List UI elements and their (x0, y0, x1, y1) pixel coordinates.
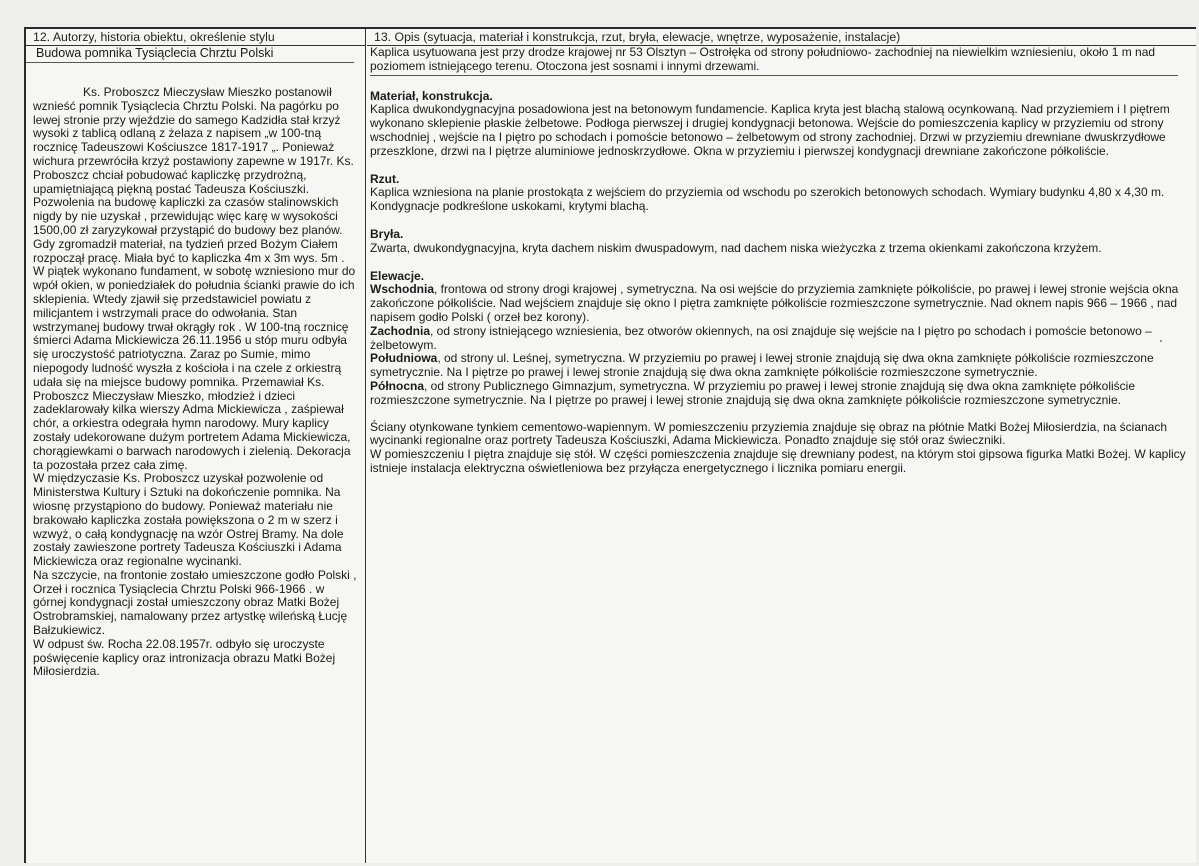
elevation-west (370, 325, 1190, 353)
form-sheet (24, 27, 1196, 863)
history-paragraph: W międzyczasie Ks. Proboszcz uzyskał pozwolenie od Ministerstwa Kultury i Sztuki na dokończenie pomnika. Na wiosnę przystąpiono do budowy. Ponieważ materiału nie brakowało kapliczka została powiększona o 2 m w szerz i wzwyż, o całą kondygnację na wzór Ostrej Bramy. Na dole zostały zawieszone portrety Tadeusza Kościuszki i Adama Mickiewicza oraz regionalne wycinanki. (33, 471, 344, 569)
elevation-text: , frontowa od strony drogi krajowej , symetryczna. Na osi wejście do przyziemia zamknięte półkoliście, po prawej i lewej stronie wejścia okna zakończone półkoliście. Nad wejściem znajduje się okno I piętra zamknięte półkoliście rozmieszczone symetrycznie. Nad oknem napis 966 – 1966 , nad napisem godło Polski ( orzeł bez korony). (370, 282, 1179, 324)
elevation-name: Południowa (370, 351, 438, 366)
elevation-text: , od strony Publicznego Gimnazjum, symetryczna. W przyziemiu po prawej i lewej stronie znajdują się dwa okna zamknięte półkoliście rozmieszczone symetrycznie. Na I piętrze po prawej i lewej stronie znajdują się dwa okna zamknięte półkoliście rozmieszczone symetrycznie. (370, 378, 1135, 407)
description-column (367, 29, 1196, 863)
mass-heading: Bryła. (370, 226, 404, 241)
material-heading: Materiał, konstrukcja. (370, 88, 493, 103)
elevation-name: Wschodnia (370, 282, 435, 297)
material-paragraph: Kaplica dwukondygnacyjna posadowiona jest na betonowym fundamencie. Kaplica kryta jest blachą stalową ocynkowaną. Nad przyziemiem i I piętrem wykonano sklepienie płaskie żelbetowe. Podłoga pierwszej i drugiej kondygnacji betonowa. Wejście do pomieszczenia kaplicy w przyziemiu od strony wschodniej , wejście na I piętro po schodach i pomoście betonowo – żelbetowym od strony zachodniej. Drzwi w przyziemiu drewniane dwuskrzydłowe przeszklone, drzwi na I piętrze aluminiowe jednoskrzydłowe. Okna w przyziemiu i pierwszej kondygnacji drewniane zakończone półkoliście. (370, 102, 1170, 158)
history-header: 12. Autorzy, historia obiektu, określenie stylu (26, 29, 365, 46)
elevation-south (370, 352, 1190, 380)
interior-paragraph: W pomieszczeniu I piętra znajduje się stół. W części pomieszczenia znajduje się drewniany podest, na którym stoi gipsowa figurka Matki Bożej. W kaplicy istnieje instalacja elektryczna oświetleniowa bez przyłącza energetycznego i licznika pomiaru energii. (370, 447, 1186, 475)
history-paragraph: Na szczycie, na frontonie zostało umieszczone godło Polski , Orzeł i rocznica Tysiąclecia Chrztu Polski 966-1966 . w górnej kondygnacji został umieszczony obraz Matki Bożej Ostrobramskiej, namalowany przez artystkę wileńską Łucję Bałzukiewicz. (33, 567, 357, 638)
elevation-name: Północna (370, 378, 425, 393)
interior-paragraph: Ściany otynkowane tynkiem cementowo-wapiennym. W pomieszczeniu przyziemia znajduje się obraz na płótnie Matki Bożej Miłosierdzia, na ścianach wycinanki regionalne oraz portrety Tadeusza Kościuszki, Adama Mickiewicza. Ponadto znajduje się stół oraz świeczniki. (370, 419, 1168, 448)
mass-paragraph: Zwarta, dwukondygnacyjna, kryta dachem niskim dwuspadowym, nad dachem niska wieżyczka z trzema okienkami zakończona krzyżem. (370, 240, 1102, 255)
history-text (33, 72, 357, 679)
elevations-heading: Elewacje. (370, 268, 425, 283)
plan-paragraph: Kaplica wzniesiona na planie prostokąta z wejściem do przyziemia od wschodu po szerokich betonowych schodach. Wymiary budynku 4,80 x 4,30 m. Kondygnacje podkreślone uskokami, krytymi blachą. (370, 185, 1165, 214)
situation-paragraph: Kaplica usytuowana jest przy drodze krajowej nr 53 Olsztyn – Ostrołęka od strony południowo- zachodniej na niewielkim wzniesieniu, około 1 m nad poziomem istniejącego terenu. Otoczona jest sosnami i innymi drzewami. (370, 46, 1178, 76)
plan-heading: Rzut. (370, 171, 400, 186)
history-column (26, 29, 366, 863)
scan-speck (1160, 340, 1162, 342)
elevation-text: , od strony ul. Leśnej, symetryczna. W przyziemiu po prawej i lewej stronie znajdują się dwa okna zamknięte półkoliście rozmieszczone symetrycznie. Na I piętrze po prawej i lewej stronie znajdują się dwa okna zamknięte półkoliście rozmieszczone symetrycznie. (370, 351, 1154, 380)
elevation-east (370, 283, 1190, 324)
elevation-name: Zachodnia (370, 323, 431, 338)
history-paragraph: Ks. Proboszcz Mieczysław Mieszko postanowił wznieść pomnik Tysiąclecia Chrztu Polski. Na pagórku po lewej stronie przy wjeździe do samego Kadzidła stał krzyż wysoki z tablicą odlaną z żelaza z napisem „w 100-tną rocznicę Tadeuszowi Kościuszce 1817-1917 „. Ponieważ wichura przewróciła krzyż postawiony zapewne w 1917r. Ks. Proboszcz chciał pobudować kapliczkę przydrożną, upamiętniającą piękną postać Tadeusza Kościuszki. Pozwolenia na budowę kapliczki za czasów stalinowskich nigdy by nie uzyskał , przewidując więc karę w wysokości 1500,00 zł zaryzykował przystąpić do budowy bez planów. Gdy zgromadził materiał, na tydzień przed Bożym Ciałem rozpoczął pracę. Miała być to kapliczka 4m x 3m wys. 5m . W piątek wykonano fundament, w sobotę wzniesiono mur do wpół okien, w poniedziałek do południa ścianki prawie do ich sklepienia. Wtedy zjawił się przedstawiciel powiatu z milicjantem i wstrzymali prace do odwołania. Stan wstrzymanej budowy trwał okrągły rok . W 100-tną rocznicę śmierci Adama Mickiewicza 26.11.1956 u stóp muru odbyła się uroczystość patriotyczna. Zaraz po Sumie, mimo niepogody ludność wyszła z kościoła i na czele z orkiestrą udała się na miejsce budowy pomnika. Przemawiał Ks. Proboszcz Mieczysław Mieszko, młodzież i dzieci zadeklarowały kilka wierszy Adma Mickiewicza , zaśpiewał chór, a orkiestra odegrała hymn narodowy. Mury kaplicy zostały udekorowane dużym portretem Adama Mickiewicza, chorągiewkami o barwach narodowych i zielenią. Dekoracja ta pozostała przez cała zimę. (33, 85, 356, 472)
description-header: 13. Opis (sytuacja, materiał i konstrukcja, rzut, bryła, elewacje, wnętrze, wyposażenie, instalacje) (367, 29, 1196, 46)
elevation-north (370, 380, 1190, 408)
history-subtitle: Budowa pomnika Tysiąclecia Chrztu Polski (26, 46, 354, 63)
description-text (367, 46, 1196, 476)
elevation-text: , od strony istniejącego wzniesienia, bez otworów okiennych, na osi znajduje się wejście na I piętro po schodach i pomoście betonowo – żelbetowym. (370, 323, 1152, 352)
history-paragraph: W odpust św. Rocha 22.08.1957r. odbyło się uroczyste poświęcenie kaplicy oraz intronizacja obrazu Matki Bożej Miłosierdzia. (33, 636, 336, 679)
